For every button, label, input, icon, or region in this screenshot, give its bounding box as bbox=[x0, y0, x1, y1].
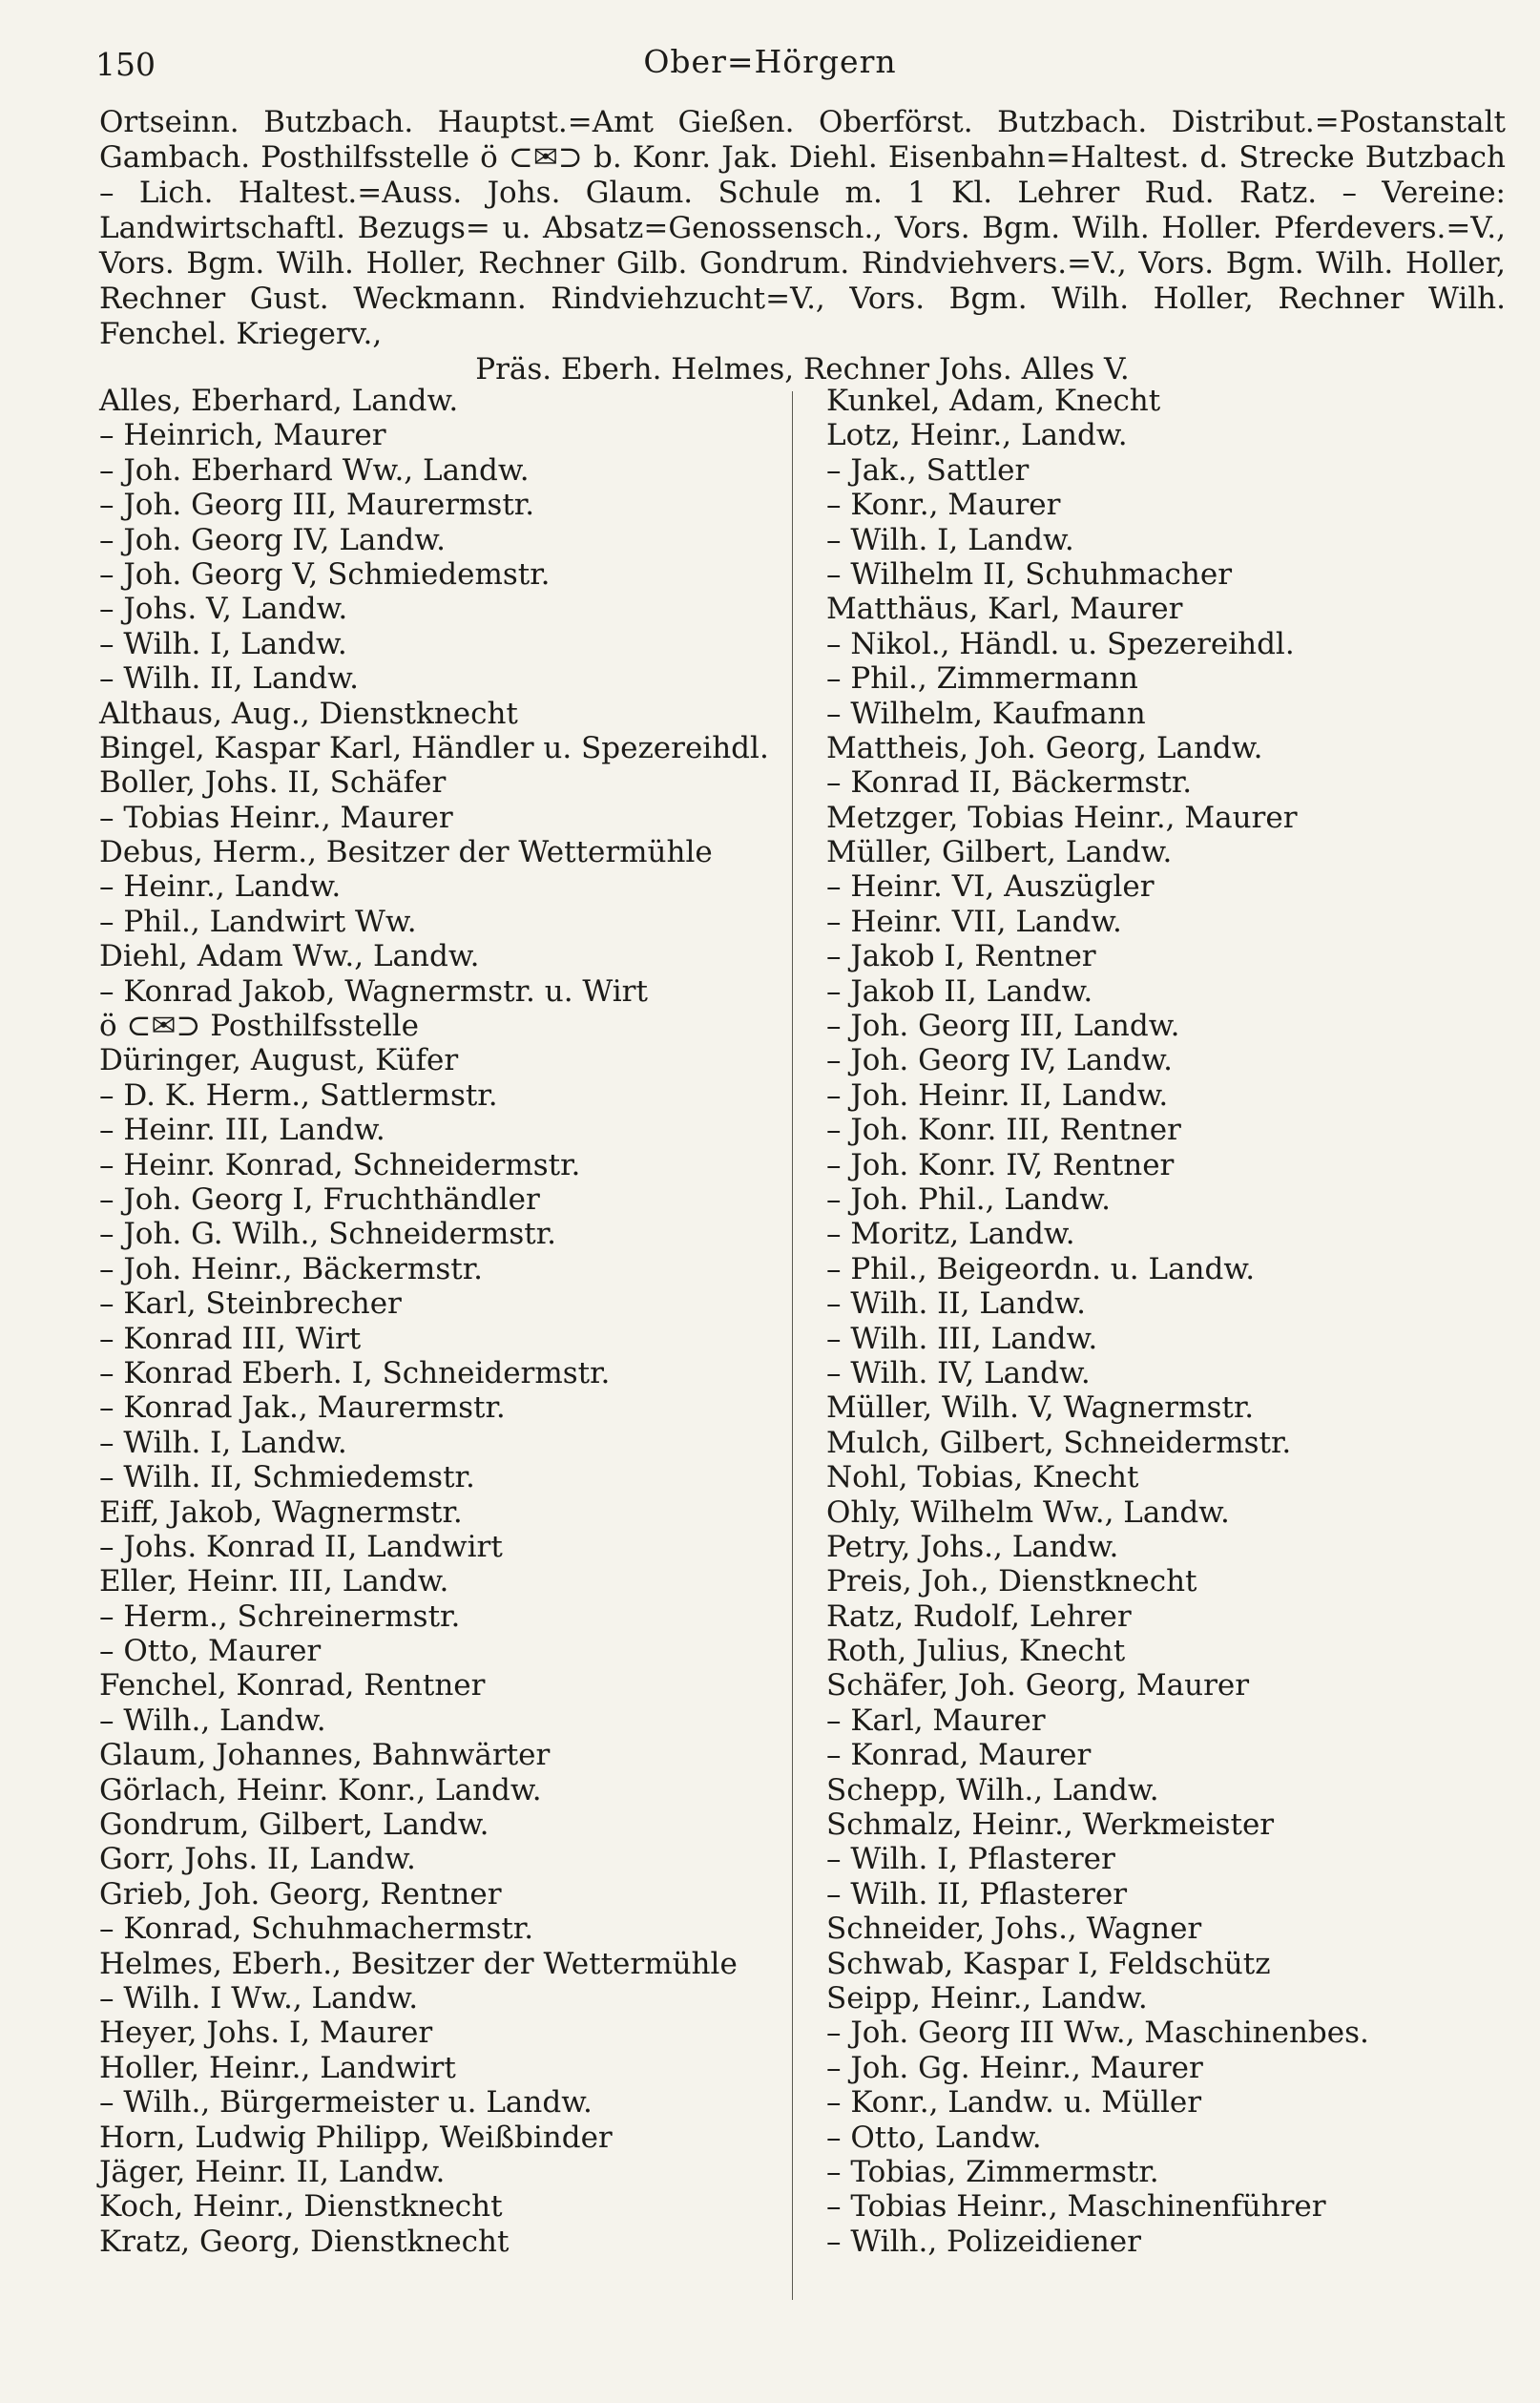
resident-entry: – Joh. Eberhard Ww., Landw. bbox=[99, 452, 530, 488]
resident-entry: – Wilh., Bürgermeister u. Landw. bbox=[99, 2085, 593, 2121]
resident-entry: – Wilh. I, Landw. bbox=[826, 522, 1074, 557]
resident-entry: Alles, Eberhard, Landw. bbox=[99, 384, 459, 418]
resident-entry: – Joh. Konr. III, Rentner bbox=[826, 1113, 1181, 1148]
resident-entry: – Konrad Jak., Maurermstr. bbox=[99, 1390, 506, 1426]
resident-entry: – Joh. Konr. IV, Rentner bbox=[826, 1147, 1175, 1182]
resident-entry: – Wilh. I Ww., Landw. bbox=[99, 1980, 419, 2016]
resident-entry: – Wilh. I, Pflasterer bbox=[826, 1842, 1115, 1877]
resident-entry: Diehl, Adam Ww., Landw. bbox=[99, 939, 480, 974]
resident-entry: – Heinr., Landw. bbox=[99, 869, 342, 905]
resident-entry: Eiff, Jakob, Wagnermstr. bbox=[99, 1494, 463, 1530]
resident-entry: – Joh. Phil., Landw. bbox=[826, 1181, 1111, 1217]
intro-last-line: Präs. Eberh. Helmes, Rechner Johs. Alles V. bbox=[475, 352, 1130, 387]
resident-entry: – Wilh. II, Landw. bbox=[99, 661, 359, 697]
resident-entry: Ohly, Wilhelm Ww., Landw. bbox=[826, 1494, 1230, 1530]
resident-entry: – Joh. Georg III, Landw. bbox=[826, 1009, 1180, 1044]
page-number: 150 bbox=[95, 46, 156, 83]
resident-entry: – Wilh. II, Schmiedemstr. bbox=[99, 1460, 475, 1495]
resident-entry: – Joh. G. Wilh., Schneidermstr. bbox=[99, 1217, 556, 1252]
resident-entry: – Otto, Maurer bbox=[99, 1634, 322, 1669]
resident-entry: Kratz, Georg, Dienstknecht bbox=[99, 2224, 510, 2259]
resident-entry: – Nikol., Händl. u. Spezereihdl. bbox=[826, 626, 1295, 661]
resident-entry: – Tobias, Zimmermstr. bbox=[826, 2154, 1159, 2189]
resident-list-left bbox=[99, 384, 786, 2259]
resident-entry: – Konrad III, Wirt bbox=[99, 1321, 362, 1356]
resident-entry: – Otto, Landw. bbox=[826, 2120, 1042, 2155]
resident-entry: Althaus, Aug., Dienstknecht bbox=[99, 696, 518, 731]
resident-entry: – Konrad Jakob, Wagnermstr. u. Wirt bbox=[99, 973, 648, 1009]
resident-entry: Gondrum, Gilbert, Landw. bbox=[99, 1807, 489, 1843]
resident-entry: – Joh. Georg IV, Landw. bbox=[826, 1043, 1173, 1078]
resident-entry: Holler, Heinr., Landwirt bbox=[99, 2050, 456, 2085]
resident-entry: ö ⊂✉⊃ Posthilfsstelle bbox=[99, 1009, 419, 1044]
resident-entry: Müller, Gilbert, Landw. bbox=[826, 835, 1173, 870]
resident-entry: Schwab, Kaspar I, Feldschütz bbox=[826, 1946, 1271, 1981]
resident-entry: – Konrad, Maurer bbox=[826, 1738, 1092, 1773]
resident-entry: – Phil., Zimmermann bbox=[826, 661, 1138, 697]
resident-entry: – Konrad II, Bäckermstr. bbox=[826, 765, 1193, 801]
resident-entry: – Wilhelm, Kaufmann bbox=[826, 696, 1146, 731]
resident-entry: – Wilh. I, Landw. bbox=[99, 1425, 347, 1460]
resident-entry: – Joh. Georg III, Maurermstr. bbox=[99, 488, 535, 523]
resident-entry: Kunkel, Adam, Knecht bbox=[826, 384, 1161, 418]
resident-entry: – Joh. Georg III Ww., Maschinenbes. bbox=[826, 2016, 1369, 2051]
resident-entry: – Joh. Georg IV, Landw. bbox=[99, 522, 446, 557]
resident-entry: – Johs. V, Landw. bbox=[99, 592, 348, 627]
resident-entry: – Wilh. II, Landw. bbox=[826, 1286, 1086, 1322]
resident-entry: Düringer, August, Küfer bbox=[99, 1043, 459, 1078]
resident-entry: – Heinr. VII, Landw. bbox=[826, 904, 1122, 939]
resident-entry: Boller, Johs. II, Schäfer bbox=[99, 765, 447, 801]
resident-entry: Helmes, Eberh., Besitzer der Wettermühle bbox=[99, 1946, 738, 1981]
resident-entry: Mulch, Gilbert, Schneidermstr. bbox=[826, 1425, 1292, 1460]
resident-entry: Görlach, Heinr. Konr., Landw. bbox=[99, 1772, 542, 1807]
resident-entry: Schmalz, Heinr., Werkmeister bbox=[826, 1807, 1275, 1843]
resident-entry: – Konrad, Schuhmachermstr. bbox=[99, 1912, 534, 1947]
resident-entry: Koch, Heinr., Dienstknecht bbox=[99, 2189, 503, 2225]
resident-entry: Metzger, Tobias Heinr., Maurer bbox=[826, 800, 1298, 835]
intro-text: Ortseinn. Butzbach. Hauptst.=Amt Gießen. Oberförst. Butzbach. Distribut.=Postanstalt Gambach. Posthilfsstelle ö ⊂✉⊃ b. Konr. Jak. Diehl. Eisenbahn=Haltest. d. Strecke Butzbach – Lich. Haltest.=Auss. Johs. Glaum. Schule m. 1 Kl. Lehrer Rud. Ratz. – Vereine: Landwirtschaftl. Bezugs= u. Absatz=Genossensch., Vors. Bgm. Wilh. Holler. Pferdevers.=V., Vors. Bgm. Wilh. Holler, Rechner Gilb. Gondrum. Rindviehvers.=V., Vors. Bgm. Wilh. Holler, Rechner Gust. Weckmann. Rindviehzucht=V., Vors. Bgm. Wilh. Holler, Rechner Wilh. Fenchel. Kriegerv., bbox=[99, 105, 1506, 351]
resident-entry: Gorr, Johs. II, Landw. bbox=[99, 1842, 416, 1877]
resident-entry: – Konrad Eberh. I, Schneidermstr. bbox=[99, 1355, 611, 1390]
resident-entry: Heyer, Johs. I, Maurer bbox=[99, 2016, 433, 2051]
resident-entry: – Karl, Maurer bbox=[826, 1703, 1046, 1738]
resident-entry: Petry, Johs., Landw. bbox=[826, 1529, 1119, 1564]
resident-entry: – Karl, Steinbrecher bbox=[99, 1286, 402, 1322]
resident-entry: Preis, Joh., Dienstknecht bbox=[826, 1564, 1197, 1599]
resident-entry: – Wilh. I, Landw. bbox=[99, 626, 347, 661]
resident-entry: – Heinr. III, Landw. bbox=[99, 1113, 385, 1148]
resident-entry: – Joh. Heinr. II, Landw. bbox=[826, 1077, 1169, 1113]
resident-entry: – Konr., Landw. u. Müller bbox=[826, 2085, 1202, 2121]
resident-entry: Lotz, Heinr., Landw. bbox=[826, 418, 1128, 453]
resident-entry: Seipp, Heinr., Landw. bbox=[826, 1980, 1148, 2016]
resident-entry: – Wilh., Polizeidiener bbox=[826, 2224, 1141, 2259]
resident-entry: – Herm., Schreinermstr. bbox=[99, 1599, 461, 1634]
resident-entry: Ratz, Rudolf, Lehrer bbox=[826, 1599, 1132, 1634]
resident-entry: – Joh. Heinr., Bäckermstr. bbox=[99, 1251, 483, 1286]
resident-entry: Roth, Julius, Knecht bbox=[826, 1634, 1126, 1669]
resident-entry: – Wilh. IV, Landw. bbox=[826, 1355, 1091, 1390]
resident-entry: Horn, Ludwig Philipp, Weißbinder bbox=[99, 2120, 613, 2155]
resident-entry: Schäfer, Joh. Georg, Maurer bbox=[826, 1668, 1250, 1703]
resident-entry: – Tobias Heinr., Maschinenführer bbox=[826, 2189, 1326, 2225]
resident-entry: Schneider, Johs., Wagner bbox=[826, 1912, 1202, 1947]
resident-entry: – Heinr. Konrad, Schneidermstr. bbox=[99, 1147, 581, 1182]
resident-entry: Debus, Herm., Besitzer der Wettermühle bbox=[99, 835, 713, 870]
resident-entry: – Jakob I, Rentner bbox=[826, 939, 1096, 974]
resident-entry: – Wilhelm II, Schuhmacher bbox=[826, 556, 1233, 592]
resident-entry: Eller, Heinr. III, Landw. bbox=[99, 1564, 449, 1599]
resident-entry: – Wilh., Landw. bbox=[99, 1703, 326, 1738]
column-divider bbox=[792, 391, 793, 2300]
resident-entry: Jäger, Heinr. II, Landw. bbox=[99, 2154, 446, 2189]
village-intro-paragraph bbox=[99, 105, 1506, 387]
resident-entry: Schepp, Wilh., Landw. bbox=[826, 1772, 1159, 1807]
resident-entry: Glaum, Johannes, Bahnwärter bbox=[99, 1738, 551, 1773]
resident-entry: – Tobias Heinr., Maurer bbox=[99, 800, 453, 835]
resident-entry: – Heinrich, Maurer bbox=[99, 418, 386, 453]
resident-entry: – Johs. Konrad II, Landwirt bbox=[99, 1529, 503, 1564]
resident-entry: – Joh. Georg I, Fruchthändler bbox=[99, 1181, 540, 1217]
resident-entry: – Jak., Sattler bbox=[826, 452, 1030, 488]
resident-entry: – Moritz, Landw. bbox=[826, 1217, 1075, 1252]
resident-entry: Mattheis, Joh. Georg, Landw. bbox=[826, 730, 1263, 765]
resident-entry: Bingel, Kaspar Karl, Händler u. Spezereihdl. bbox=[99, 730, 769, 765]
resident-entry: – D. K. Herm., Sattlermstr. bbox=[99, 1077, 498, 1113]
resident-entry: – Konr., Maurer bbox=[826, 488, 1061, 523]
resident-entry: – Phil., Beigeordn. u. Landw. bbox=[826, 1251, 1256, 1286]
page-header bbox=[95, 40, 1445, 82]
resident-entry: Müller, Wilh. V, Wagnermstr. bbox=[826, 1390, 1255, 1426]
resident-entry: Matthäus, Karl, Maurer bbox=[826, 592, 1183, 627]
resident-list-right bbox=[826, 384, 1513, 2259]
resident-entry: – Wilh. II, Pflasterer bbox=[826, 1876, 1128, 1912]
resident-entry: Fenchel, Konrad, Rentner bbox=[99, 1668, 486, 1703]
resident-entry: – Jakob II, Landw. bbox=[826, 973, 1093, 1009]
resident-entry: – Wilh. III, Landw. bbox=[826, 1321, 1098, 1356]
resident-entry: – Heinr. VI, Auszügler bbox=[826, 869, 1155, 905]
resident-entry: – Joh. Georg V, Schmiedemstr. bbox=[99, 556, 551, 592]
resident-entry: Nohl, Tobias, Knecht bbox=[826, 1460, 1139, 1495]
page-title: Ober=Hörgern bbox=[643, 42, 897, 80]
resident-entry: – Phil., Landwirt Ww. bbox=[99, 904, 417, 939]
resident-entry: Grieb, Joh. Georg, Rentner bbox=[99, 1876, 502, 1912]
resident-entry: – Joh. Gg. Heinr., Maurer bbox=[826, 2050, 1203, 2085]
